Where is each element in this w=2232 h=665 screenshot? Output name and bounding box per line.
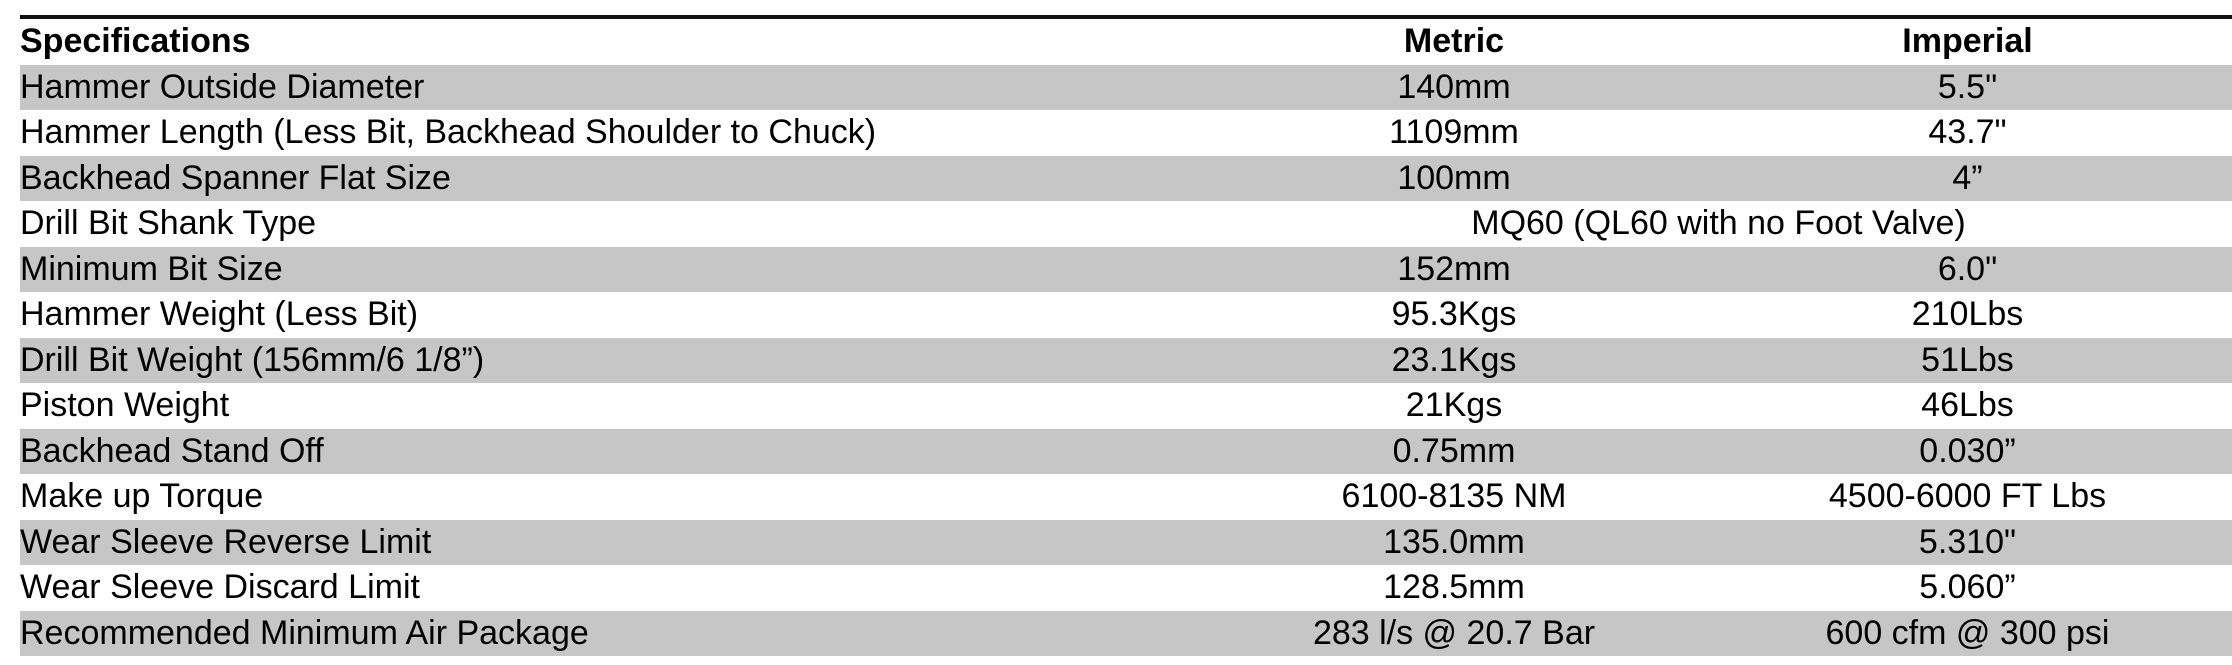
table-row xyxy=(20,292,2232,338)
metric-value: 95.3Kgs xyxy=(1205,292,1703,338)
spec-name: Wear Sleeve Reverse Limit xyxy=(20,520,1205,566)
spec-name: Backhead Spanner Flat Size xyxy=(20,156,1205,202)
metric-value: 100mm xyxy=(1205,156,1703,202)
table-row xyxy=(20,611,2232,657)
imperial-value: 46Lbs xyxy=(1703,383,2232,429)
combined-value: MQ60 (QL60 with no Foot Valve) xyxy=(1205,201,2232,247)
table-row xyxy=(20,247,2232,293)
table-row xyxy=(20,565,2232,611)
metric-value: 23.1Kgs xyxy=(1205,338,1703,384)
table-row xyxy=(20,429,2232,475)
table-row xyxy=(20,474,2232,520)
specifications-table xyxy=(20,19,2232,656)
imperial-value: 51Lbs xyxy=(1703,338,2232,384)
metric-value: 1109mm xyxy=(1205,110,1703,156)
metric-value: 140mm xyxy=(1205,65,1703,111)
spec-name: Make up Torque xyxy=(20,474,1205,520)
metric-value: 135.0mm xyxy=(1205,520,1703,566)
imperial-value: 4” xyxy=(1703,156,2232,202)
imperial-value: 43.7" xyxy=(1703,110,2232,156)
spec-name: Wear Sleeve Discard Limit xyxy=(20,565,1205,611)
table-row xyxy=(20,156,2232,202)
spec-name: Piston Weight xyxy=(20,383,1205,429)
header-metric: Metric xyxy=(1403,22,1505,61)
metric-value: 152mm xyxy=(1205,247,1703,293)
metric-value: 283 l/s @ 20.7 Bar xyxy=(1205,611,1703,657)
spec-name: Hammer Weight (Less Bit) xyxy=(20,292,1205,338)
imperial-value: 0.030” xyxy=(1703,429,2232,475)
metric-value: 21Kgs xyxy=(1205,383,1703,429)
imperial-value: 6.0" xyxy=(1703,247,2232,293)
spec-name: Minimum Bit Size xyxy=(20,247,1205,293)
table-row xyxy=(20,110,2232,156)
spec-name: Backhead Stand Off xyxy=(20,429,1205,475)
table-row xyxy=(20,383,2232,429)
table-row xyxy=(20,338,2232,384)
spec-name: Hammer Outside Diameter xyxy=(20,65,1205,111)
imperial-value: 5.060” xyxy=(1703,565,2232,611)
table-header-row xyxy=(20,19,2232,65)
imperial-value: 600 cfm @ 300 psi xyxy=(1703,611,2232,657)
table-row xyxy=(20,520,2232,566)
metric-value: 0.75mm xyxy=(1205,429,1703,475)
table-row xyxy=(20,201,2232,247)
spec-name: Drill Bit Shank Type xyxy=(20,201,1205,247)
metric-value: 6100-8135 NM xyxy=(1205,474,1703,520)
spec-name: Recommended Minimum Air Package xyxy=(20,611,1205,657)
metric-value: 128.5mm xyxy=(1205,565,1703,611)
imperial-value: 210Lbs xyxy=(1703,292,2232,338)
imperial-value: 5.5" xyxy=(1703,65,2232,111)
header-specifications: Specifications xyxy=(20,22,251,61)
imperial-value: 4500-6000 FT Lbs xyxy=(1703,474,2232,520)
header-imperial: Imperial xyxy=(1902,22,2033,61)
spec-name: Drill Bit Weight (156mm/6 1/8”) xyxy=(20,338,1205,384)
table-row xyxy=(20,65,2232,111)
imperial-value: 5.310" xyxy=(1703,520,2232,566)
spec-name: Hammer Length (Less Bit, Backhead Shoulder to Chuck) xyxy=(20,110,1205,156)
